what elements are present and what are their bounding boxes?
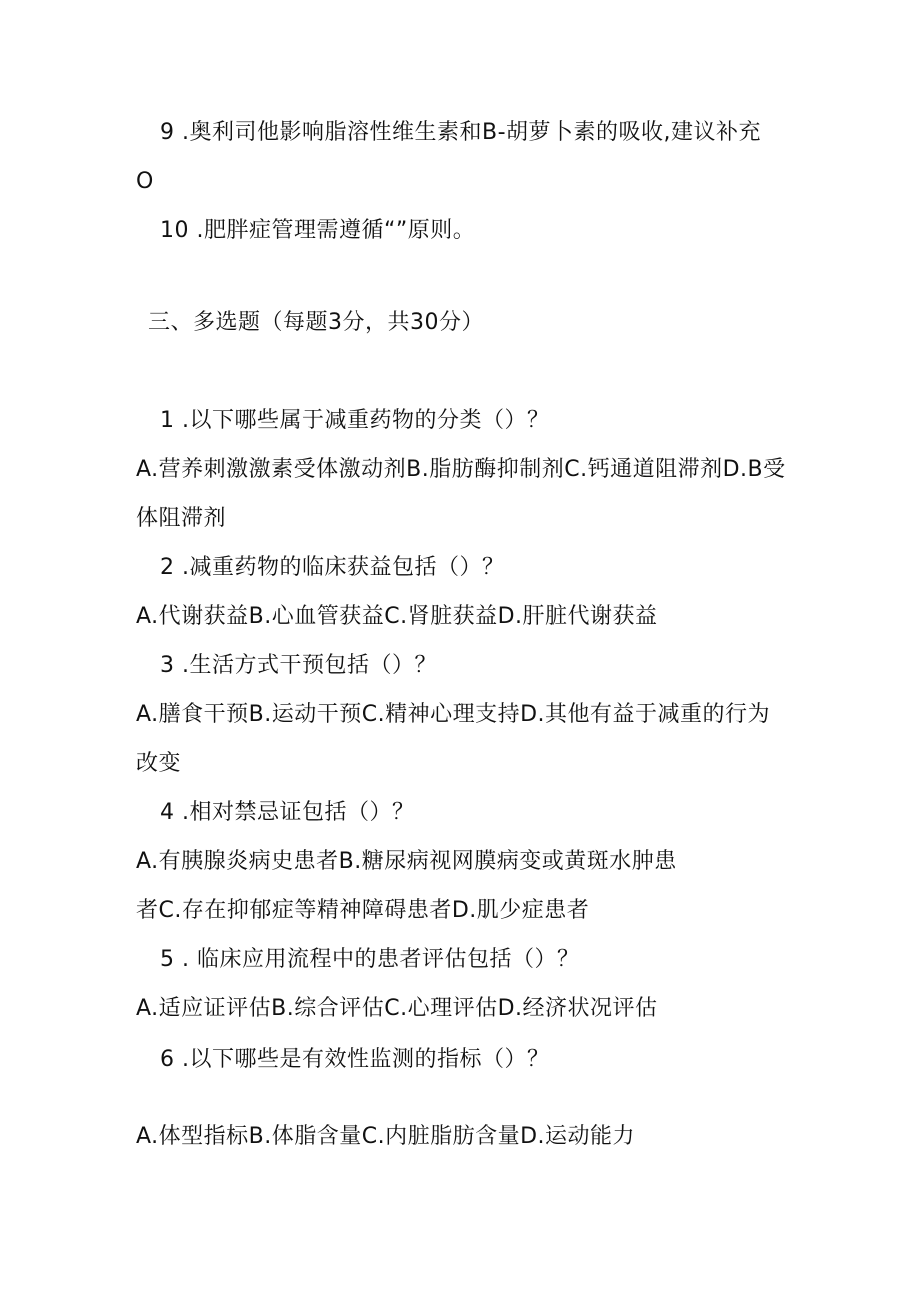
question-5-stem: 5 . 临床应用流程中的患者评估包括（）？ [160,947,580,972]
question-2-stem: 2 .减重药物的临床获益包括（）？ [160,555,505,580]
question-4-options-continuation: 者C.存在抑郁症等精神障碍患者D.肌少症患者 [136,898,590,923]
question-4-stem: 4 .相对禁忌证包括（）？ [160,800,415,825]
question-3-options-continuation: 改变 [136,751,182,776]
question-3-stem: 3 .生活方式干预包括（）？ [160,653,437,678]
fill-in-question-9: 9 .奥利司他影响脂溶性维生素和B-胡萝卜素的吸收,建议补充 [160,120,762,145]
question-6-options: A.体型指标B.体脂含量C.内脏脂肪含量D.运动能力 [136,1124,636,1149]
question-1-stem: 1 .以下哪些属于减重药物的分类（）？ [160,408,550,433]
fill-in-question-10: 10 .肥胖症管理需遵循“”原则。 [160,218,476,243]
question-3-options: A.膳食干预B.运动干预C.精神心理支持D.其他有益于减重的行为 [136,702,771,727]
section-title: 三、多选题（每题3分，共30分） [148,310,484,335]
question-4-options: A.有胰腺炎病史患者B.糖尿病视网膜病变或黄斑水肿患 [136,849,677,874]
question-2-options: A.代谢获益B.心血管获益C.肾脏获益D.肝脏代谢获益 [136,604,658,629]
question-5-options: A.适应证评估B.综合评估C.心理评估D.经济状况评估 [136,996,658,1021]
question-6-stem: 6 .以下哪些是有效性监测的指标（）？ [160,1047,550,1072]
question-1-options: A.营养刺激激素受体激动剂B.脂肪酶抑制剂C.钙通道阻滞剂D.B受 [136,457,786,482]
question-1-options-continuation: 体阻滞剂 [136,506,227,531]
fill-in-question-9-continuation: O [136,169,154,194]
